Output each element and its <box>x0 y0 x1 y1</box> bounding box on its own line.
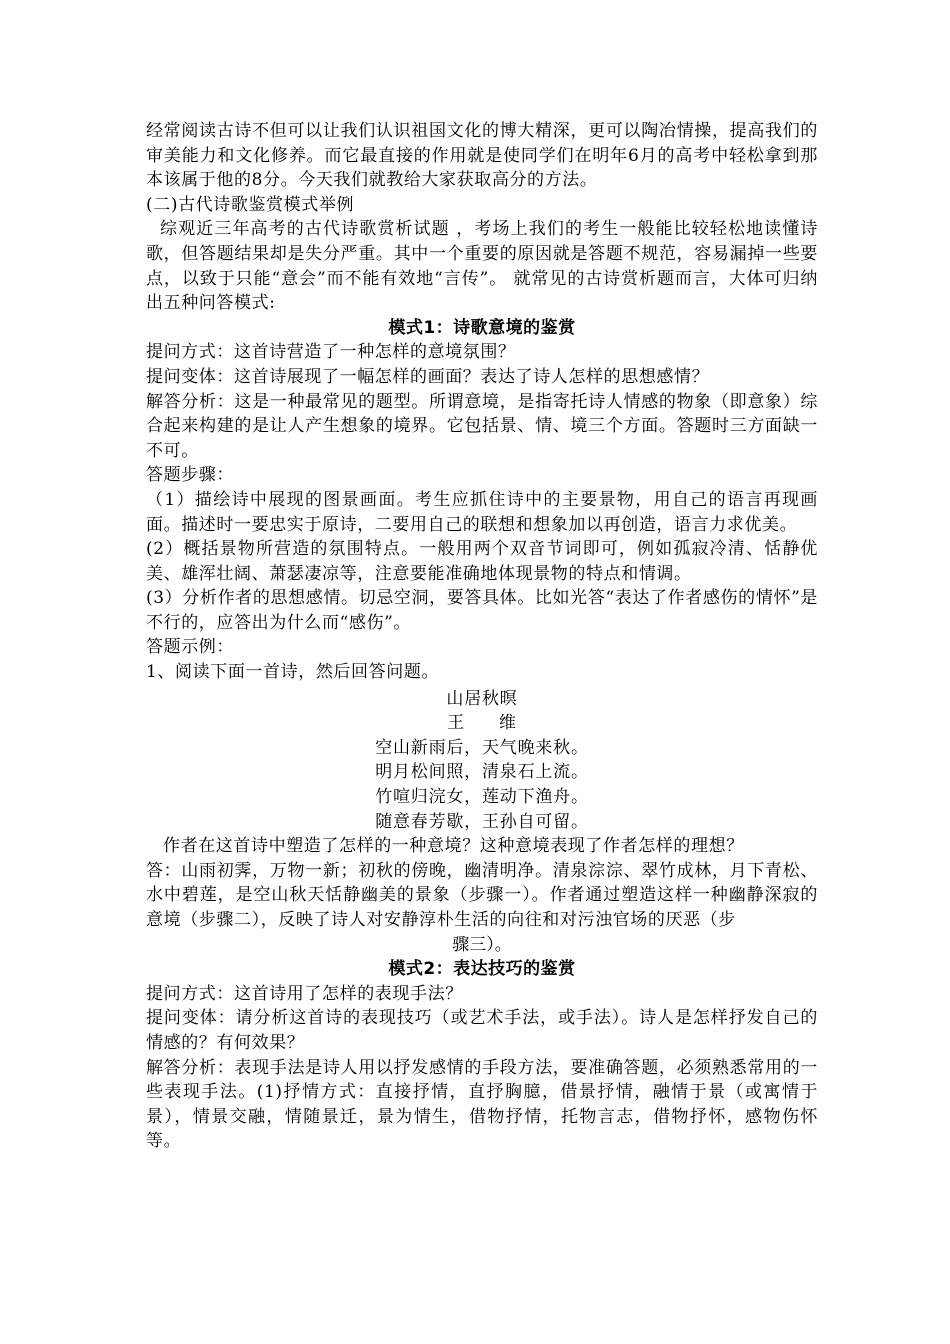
mode2-heading: 模式2：表达技巧的鉴赏 <box>388 959 576 980</box>
mode1-example-intro: 1、阅读下面一首诗，然后回答问题。 <box>146 662 440 683</box>
mode1-example-answer: 答：山雨初霁，万物一新；初秋的傍晚，幽清明净。清泉淙淙、翠竹成林，月下青松、水中碧莲，是空山秋天恬静幽美的景象（步骤一）。作者通过塑造这样一种幽静深寂的意境（步骤二），反映了诗人对安静淳朴生活的向往和对污浊官场的厌恶（步 <box>146 860 818 930</box>
intro-paragraph: 经常阅读古诗不但可以让我们认识祖国文化的博大精深，更可以陶冶情操，提高我们的审美能力和文化修养。而它最直接的作用就是使同学们在明年6月的高考中轻松拿到那本该属于他的8分。今天我们就教给大家获取高分的方法。 <box>146 121 818 191</box>
mode1-steps-label: 答题步骤： <box>146 465 234 486</box>
mode1-heading: 模式1：诗歌意境的鉴赏 <box>388 317 576 338</box>
mode1-variant: 提问变体：这首诗展现了一幅怎样的画面？表达了诗人怎样的思想感情？ <box>146 366 710 387</box>
poem-line: 随意春芳歇，王孙自可留。 <box>375 811 589 832</box>
mode1-example-label: 答题示例： <box>146 637 234 658</box>
mode1-step-3: (3）分析作者的思想感情。切忌空洞，要答具体。比如光答“表达了作者感伤的情怀”是不行的，应答出为什么而“感伤”。 <box>146 588 818 633</box>
poem-title: 山居秋暝 <box>446 688 518 709</box>
mode2-analysis: 解答分析：表现手法是诗人用以抒发感情的手段方法，要准确答题，必须熟悉常用的一些表现手法。(1)抒情方式：直接抒情，直抒胸臆，借景抒情，融情于景（或寓情于景），情景交融，情随景迁，景为情生，借物抒情，托物言志，借物抒怀，感物伤怀等。 <box>146 1057 818 1152</box>
mode1-example-question: 作者在这首诗中塑造了怎样的一种意境？这种意境表现了作者怎样的理想？ <box>163 836 744 857</box>
document-page <box>146 119 818 1154</box>
section-title: (二)古代诗歌鉴赏模式举例 <box>146 194 355 215</box>
poem <box>146 687 818 835</box>
mode1-analysis: 解答分析：这是一种最常见的题型。所谓意境，是指寄托诗人情感的物象（即意象）综合起来构建的是让人产生想象的境界。它包括景、情、境三个方面。答题时三方面缺一不可。 <box>146 391 818 461</box>
mode1-step-1: （1）描绘诗中展现的图景画面。考生应抓住诗中的主要景物，用自己的语言再现画面。描述时一要忠实于原诗，二要用自己的联想和想象加以再创造，语言力求优美。 <box>146 489 818 535</box>
mode1-question: 提问方式：这首诗营造了一种怎样的意境氛围？ <box>146 342 516 363</box>
mode1-step-2: (2）概括景物所营造的氛围特点。一般用两个双音节词即可，例如孤寂冷清、恬静优美、雄浑壮阔、萧瑟凄凉等，注意要能准确地体现景物的特点和情调。 <box>146 539 818 584</box>
mode1-example-answer-tail: 骤三）。 <box>452 934 512 955</box>
mode2-variant: 提问变体：请分析这首诗的表现技巧（或艺术手法，或手法）。诗人是怎样抒发自己的情感的？有何效果？ <box>146 1008 818 1053</box>
poem-line: 明月松间照，清泉石上流。 <box>375 762 589 783</box>
poem-author-given: 王 <box>447 713 465 734</box>
section-intro-paragraph: 综观近三年高考的古代诗歌赏析试题 ，考场上我们的考生一般能比较轻松地读懂诗歌，但答题结果却是失分严重。其中一个重要的原因就是答题不规范，容易漏掉一些要点，以致于只能“意会”而不能有效地“言传”。 就常见的古诗赏析题而言，大体可归纳出五种问答模式: <box>146 219 818 314</box>
poem-line: 空山新雨后，天气晚来秋。 <box>375 737 589 758</box>
poem-line: 竹喧归浣女，莲动下渔舟。 <box>375 787 589 808</box>
mode2-question: 提问方式：这首诗用了怎样的表现手法？ <box>146 983 463 1004</box>
poem-author <box>146 711 818 736</box>
poem-author-family: 维 <box>499 713 517 734</box>
